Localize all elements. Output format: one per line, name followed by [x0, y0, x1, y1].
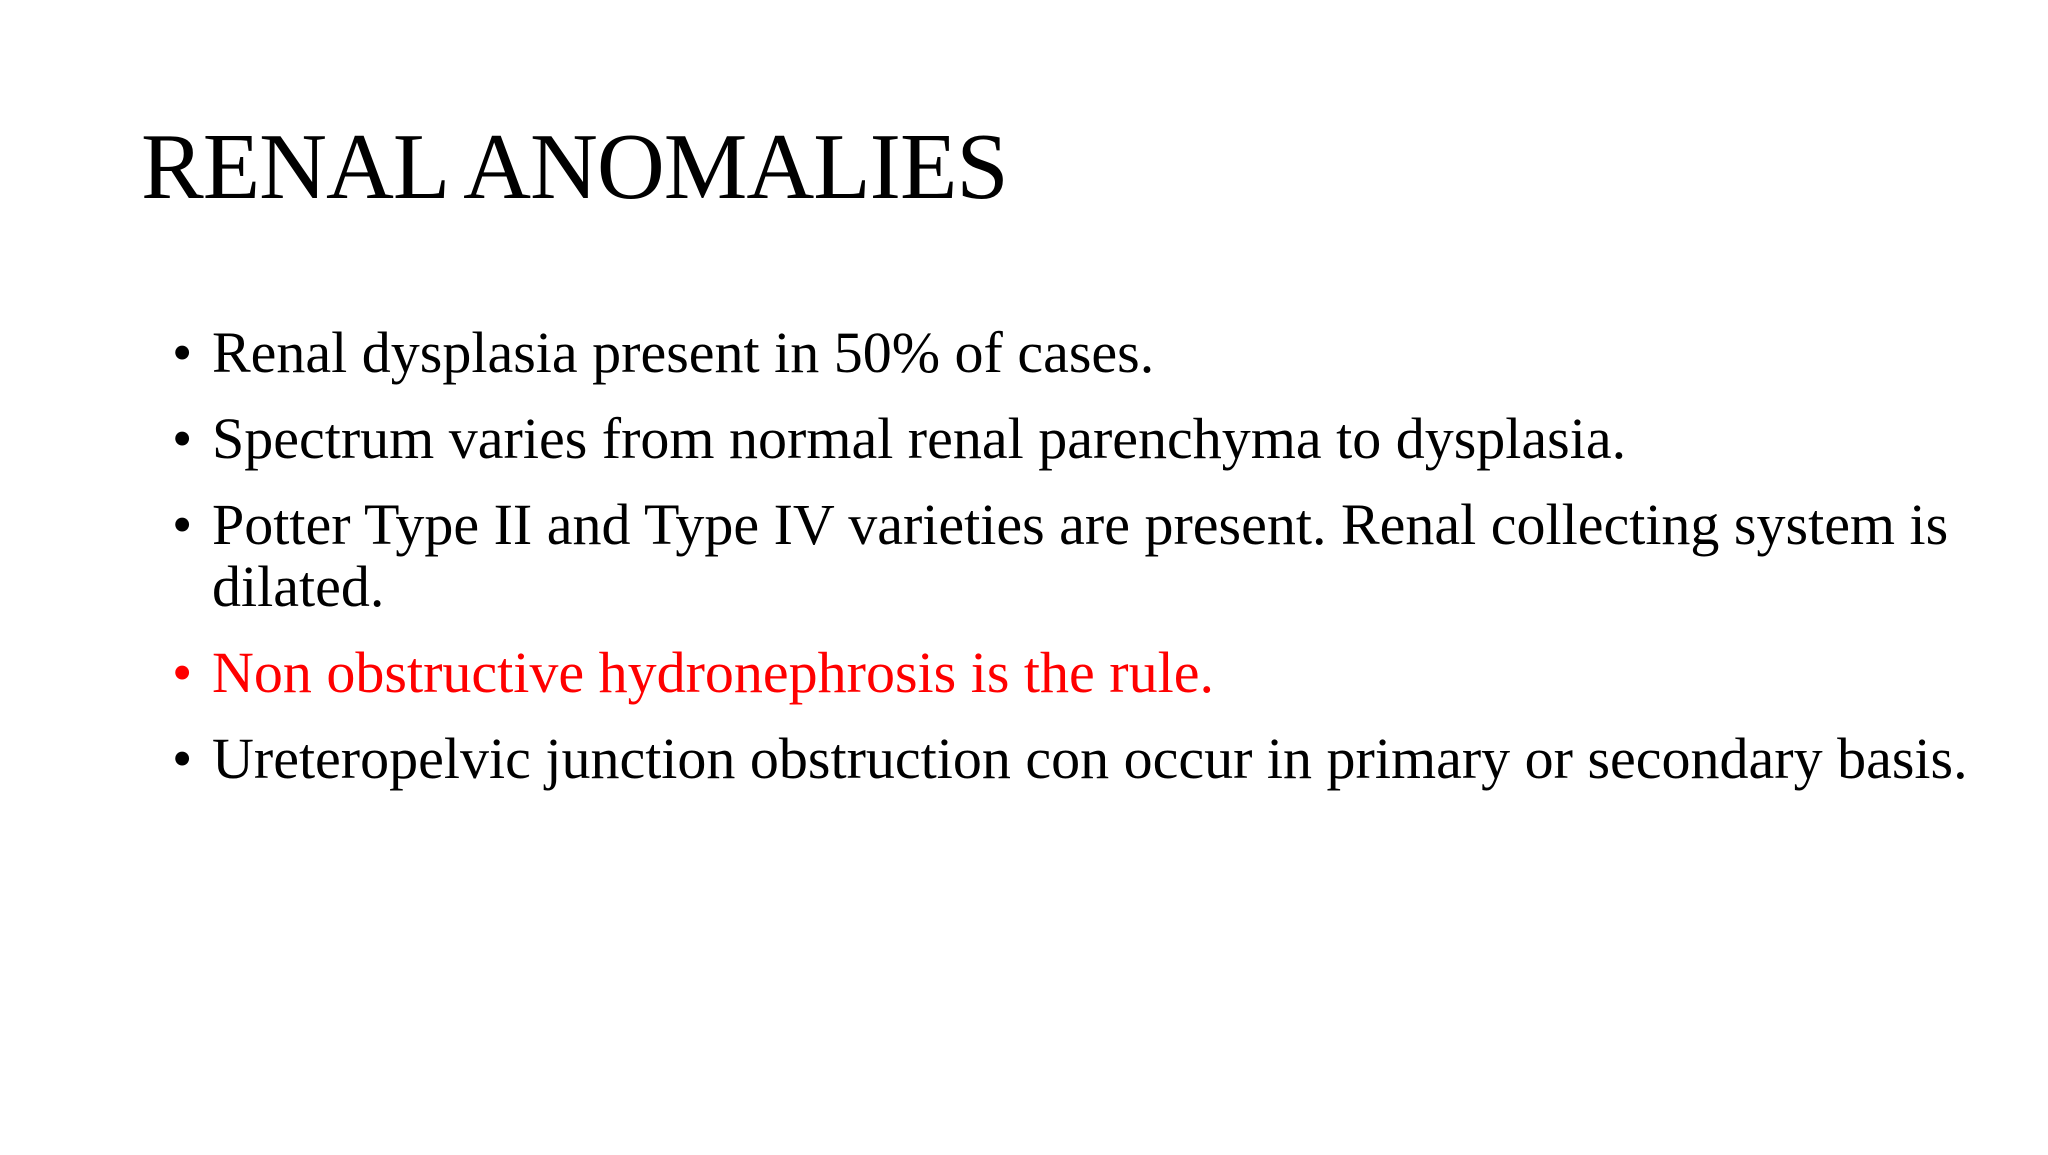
- bullet-text: Spectrum varies from normal renal parenchyma to dysplasia.: [212, 406, 1627, 471]
- bullet-text: Renal dysplasia present in 50% of cases.: [212, 320, 1155, 385]
- bullet-item: [0, 322, 2048, 384]
- bullet-icon: •: [172, 492, 193, 557]
- bullet-icon: •: [172, 406, 193, 471]
- bullet-icon: •: [172, 640, 193, 705]
- bullet-text: Non obstructive hydronephrosis is the rule.: [212, 640, 1214, 705]
- bullet-text: Ureteropelvic junction obstruction con occur in primary or secondary basis.: [212, 726, 1968, 791]
- bullet-text: Potter Type II and Type IV varieties are present. Renal collecting system is dilated.: [212, 492, 1949, 619]
- bullet-icon: •: [172, 320, 193, 385]
- slide-title: RENAL ANOMALIES: [141, 115, 1008, 219]
- bullet-item: [0, 408, 2048, 470]
- bullet-item: [0, 494, 2048, 618]
- bullet-icon: •: [172, 726, 193, 791]
- bullet-item: [0, 728, 2048, 790]
- bullet-item: [0, 642, 2048, 704]
- bullet-list: [0, 322, 2048, 814]
